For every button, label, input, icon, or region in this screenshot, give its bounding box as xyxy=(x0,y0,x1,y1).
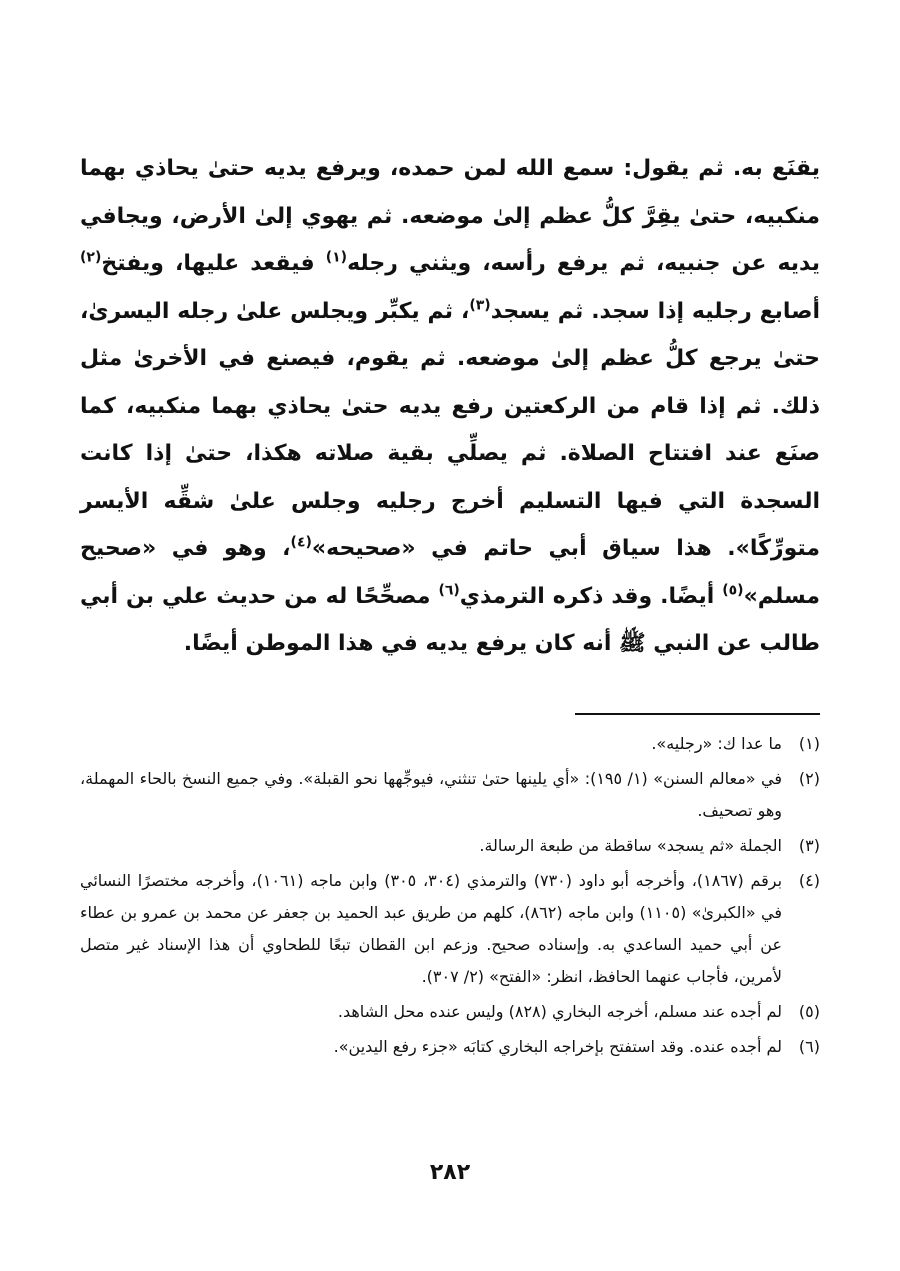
footnote-ref-1[interactable]: (١) xyxy=(325,249,348,266)
footnote-ref-2[interactable]: (٢) xyxy=(80,249,102,266)
footnote-number: (٥) xyxy=(798,1002,820,1021)
footnote-item xyxy=(80,1031,820,1063)
footnote-item xyxy=(80,865,820,993)
footnote-number: (١) xyxy=(798,734,820,753)
footnote-item xyxy=(80,763,820,827)
main-text xyxy=(80,145,820,668)
footnote-number: (٣) xyxy=(798,836,820,855)
footnote-number: (٤) xyxy=(798,871,820,890)
footnote-number: (٢) xyxy=(798,769,820,788)
footnote-divider xyxy=(575,713,820,715)
main-text-segment: أيضًا. وقد ذكره الترمذي xyxy=(459,583,723,609)
footnote-text: الجملة «ثم يسجد» ساقطة من طبعة الرسالة. xyxy=(479,836,782,855)
main-text-segment: مصحِّحًا له من حديث علي بن أبي طالب عن النبي ﷺ أنه كان يرفع يديه في هذا الموطن أيضًا. xyxy=(80,583,820,656)
footnote-text: لم أجده عنده. وقد استفتح بإخراجه البخاري كتابَه «جزء رفع اليدين». xyxy=(333,1037,782,1056)
footnote-item xyxy=(80,830,820,862)
footnote-ref-4[interactable]: (٤) xyxy=(290,534,312,551)
footnotes xyxy=(80,728,820,1066)
page-number: ٢٨٢ xyxy=(429,1160,471,1185)
main-text-segment: يقنَع به. ثم يقول: سمع الله لمن حمده، ويرفع يديه حتىٰ يحاذي بهما منكبيه، حتىٰ يقِرَّ كلُّ عظم إلىٰ موضعه. ثم يهوي إلىٰ الأرض، ويجافي يديه عن جنبيه، ثم يرفع رأسه، ويثني رجله xyxy=(80,156,821,276)
footnote-ref-6[interactable]: (٦) xyxy=(438,582,460,599)
footnote-text: برقم (١٨٦٧)، وأخرجه أبو داود (٧٣٠) والترمذي (٣٠٤، ٣٠٥) وابن ماجه (١٠٦١)، وأخرجه مختصرًا النسائي في «الكبرىٰ» (١١٠٥) وابن ماجه (٨٦٢)، كلهم من طريق عبد الحميد بن جعفر عن محمد بن عمرو بن عطاء عن أبي حميد الساعدي به. وإسناده صحيح. وزعم ابن القطان تبعًا للطحاوي أن هذا الإسناد غير متصل لأمرين، فأجاب عنهما الحافظ، انظر: «الفتح» (٢/ ٣٠٧). xyxy=(80,871,783,986)
main-text-segment: أصابع رجليه إذا سجد. ثم يسجد xyxy=(490,298,820,324)
main-text-segment: فيقعد عليها، ويفتخ xyxy=(101,251,326,276)
footnote-text: في «معالم السنن» (١/ ١٩٥): «أي يلينها حتىٰ تنثني، فيوجِّهها نحو القبلة». وفي جميع النسخ بالحاء المهملة، وهو تصحيف. xyxy=(80,769,782,820)
footnote-item xyxy=(80,996,820,1028)
footnote-text: لم أجده عند مسلم، أخرجه البخاري (٨٢٨) وليس عنده محل الشاهد. xyxy=(337,1002,782,1021)
main-text-segment: ، وهو في «صحيح مسلم» xyxy=(80,536,821,609)
footnote-number: (٦) xyxy=(798,1037,820,1056)
main-text-segment: ، ثم يكبِّر ويجلس علىٰ رجله اليسرىٰ، حتىٰ يرجع كلُّ عظم إلىٰ موضعه. ثم يقوم، فيصنع في الأخرىٰ مثل ذلك. ثم إذا قام من الركعتين رفع يديه حتىٰ يحاذي بهما منكبيه، كما صنَع عند افتتاح الصلاة. ثم يصلِّي بقية صلاته هكذا، حتىٰ إذا كانت السجدة التي فيها التسليم أخرج رجليه وجلس علىٰ شقِّه الأيسر متورِّكًا». هذا سياق أبي حاتم في «صحيحه» xyxy=(80,298,820,561)
footnote-item xyxy=(80,728,820,760)
footnote-text: ما عدا ك: «رجليه». xyxy=(651,734,782,753)
footnote-ref-5[interactable]: (٥) xyxy=(722,582,744,599)
footnote-ref-3[interactable]: (٣) xyxy=(469,297,491,314)
